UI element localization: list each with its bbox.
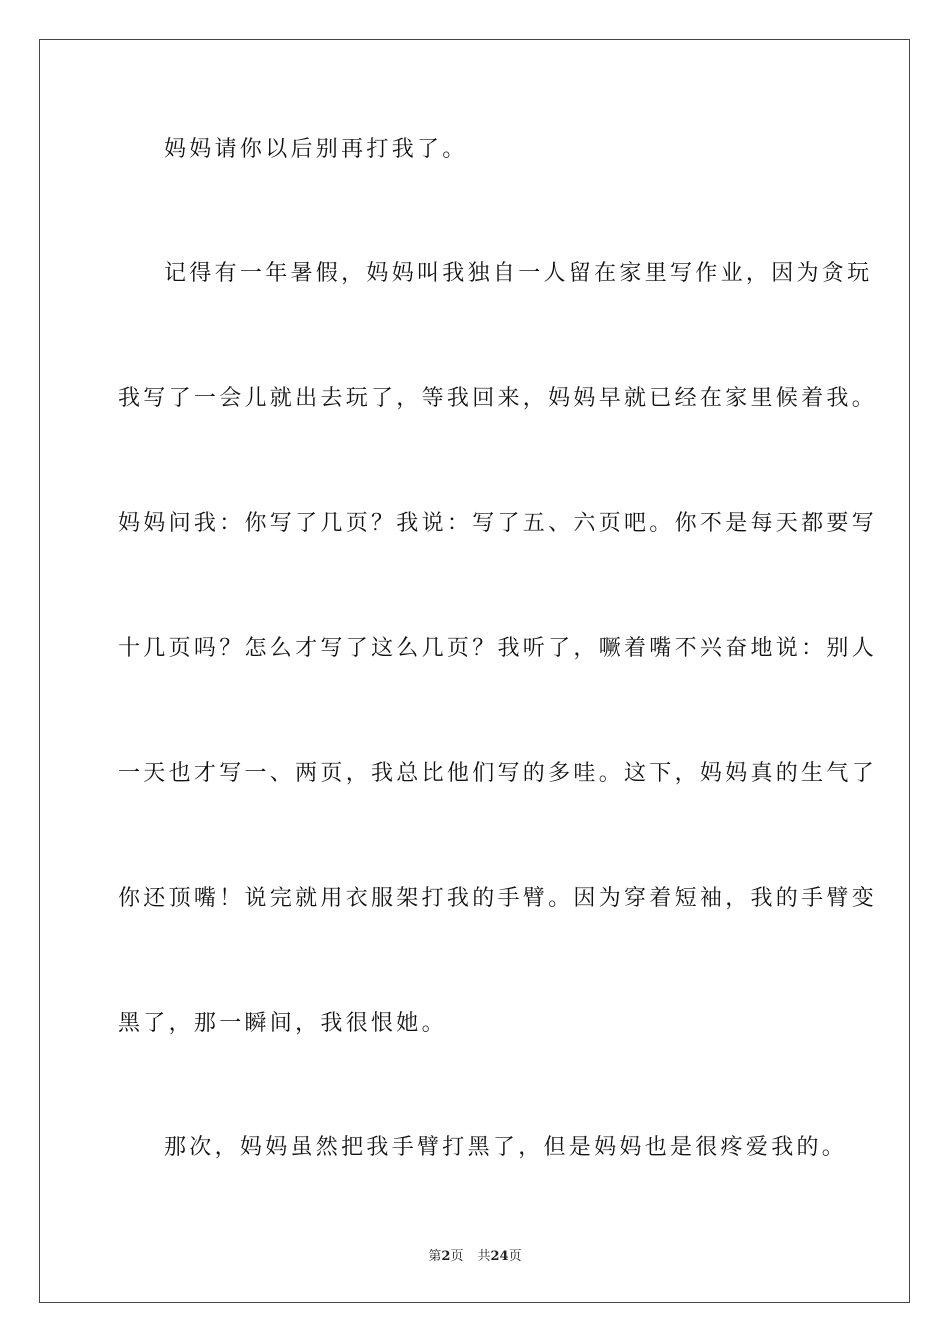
page-footer: [0, 1248, 950, 1266]
paragraph-line-4: 妈妈问我：你写了几页？我说：写了五、六页吧。你不是每天都要写: [118, 511, 878, 536]
paragraph-line-8: 黑了，那一瞬间，我很恨她。: [118, 1011, 447, 1036]
paragraph-line-1: 妈妈请你以后别再打我了。: [164, 137, 468, 162]
paragraph-line-2: 记得有一年暑假，妈妈叫我独自一人留在家里写作业，因为贪玩: [164, 261, 873, 286]
paragraph-line-6: 一天也才写一、两页，我总比他们写的多哇。这下，妈妈真的生气了: [118, 761, 878, 786]
paragraph-line-7: 你还顶嘴！说完就用衣服架打我的手臂。因为穿着短袖，我的手臂变: [118, 886, 878, 911]
footer-page-suffix: 页: [450, 1249, 464, 1264]
footer-page-prefix: 第: [428, 1249, 442, 1264]
paragraph-line-3: 我写了一会儿就出去玩了，等我回来，妈妈早就已经在家里候着我。: [118, 386, 878, 411]
footer-total-suffix: 页: [508, 1249, 522, 1264]
paragraph-line-5: 十几页吗？怎么才写了这么几页？我听了，噘着嘴不兴奋地说：别人: [118, 636, 878, 661]
footer-total-pages: 24: [490, 1249, 509, 1264]
page-frame: [39, 39, 910, 1303]
footer-total-prefix: 共: [477, 1249, 491, 1264]
paragraph-line-9: 那次，妈妈虽然把我手臂打黑了，但是妈妈也是很疼爱我的。: [164, 1135, 848, 1160]
footer-page-number: 2: [441, 1249, 451, 1264]
